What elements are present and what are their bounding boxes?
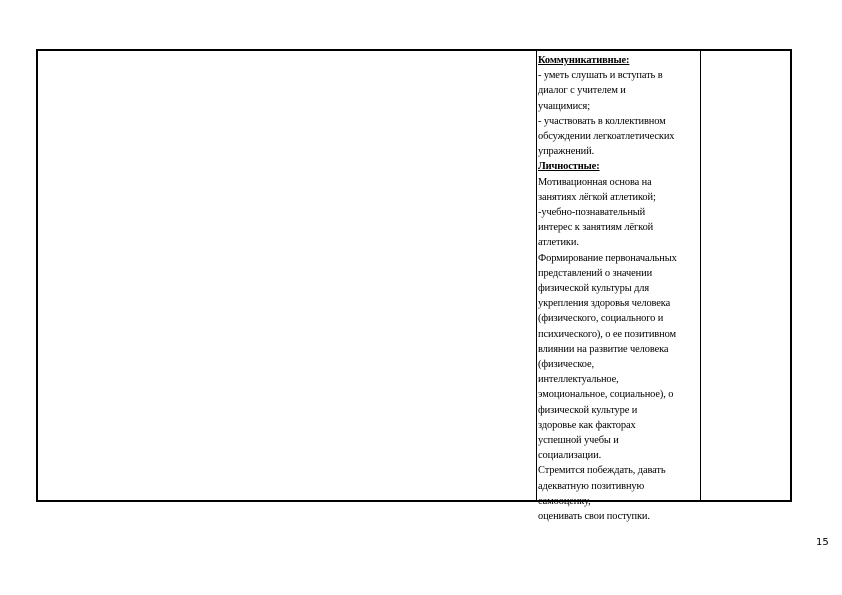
- personal-item-1: Мотивационная основа на занятиях лёгкой атлетикой;: [538, 176, 656, 203]
- personal-item-4: Стремится побеждать, давать адекватную позитивную самооценку,: [538, 465, 666, 507]
- personal-item-3: Формирование первоначальных представлений о значении физической культуры для укрепления здоровья человека (физического, социального и психического), о ее позитивном влиянии на развитие человека (физическое, интеллектуальное, эмоциональное, социальное), о физической культуре и здоровье как факторах успешной учебы и социализации.: [538, 252, 677, 462]
- table-cell-empty-left: [38, 51, 537, 500]
- communicative-item-2: - участвовать в коллективном обсуждении легкоатлетических упражнений.: [538, 115, 675, 158]
- personal-item-5: оценивать свои поступки.: [538, 511, 650, 523]
- communicative-item-1: - уметь слушать и вступать в диалог с учителем и учащимися;: [538, 70, 663, 112]
- document-table: [36, 49, 792, 523]
- personal-item-2: -учебно-познавательный интерес к занятиям лёгкой атлетики.: [538, 207, 654, 249]
- page-number: 15: [816, 537, 829, 548]
- table-cell-empty-right: [701, 51, 790, 500]
- table-cell-competencies: [537, 51, 701, 523]
- personal-heading: Личностные:: [538, 161, 600, 173]
- communicative-heading: Коммуникативные:: [538, 55, 630, 66]
